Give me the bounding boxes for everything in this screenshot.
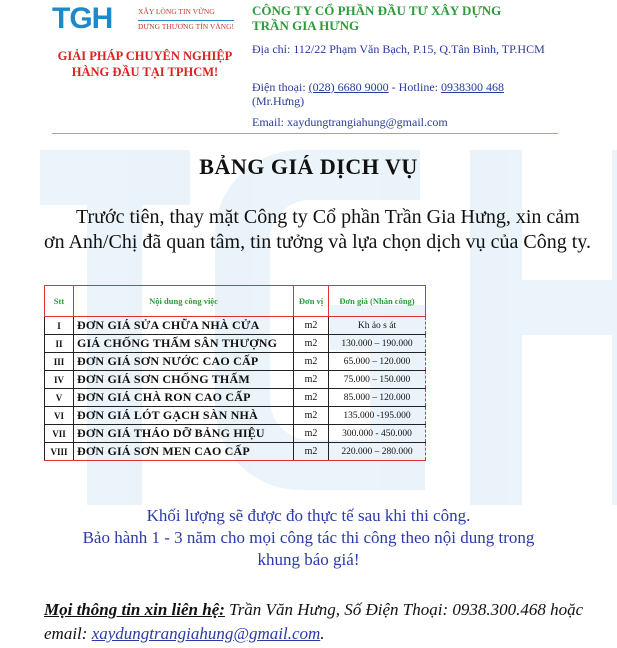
logo-letters: TGH — [52, 2, 113, 35]
table-row — [45, 425, 426, 443]
company-line-2: TRẦN GIA HƯNG — [252, 18, 360, 33]
slogan-line-1: GIẢI PHÁP CHUYÊN NGHIỆP — [57, 49, 233, 63]
hotline-link[interactable]: 0938300 468 — [440, 80, 504, 94]
table-row — [45, 353, 426, 371]
row-price: 300.000 - 450.000 — [329, 425, 426, 443]
contact-text: Trần Văn Hưng, Số Điện Thoại: 0938.300.468 hoặc email: — [44, 600, 584, 643]
company-logo — [52, 4, 252, 38]
intro-text: Trước tiên, thay mặt Công ty Cổ phần Trần Gia Hưng, xin cảm ơn Anh/Chị đã quan tâm, tin tưởng và lựa chọn dịch vụ của Công ty. — [44, 206, 592, 253]
row-name: ĐƠN GIÁ LÓT GẠCH SÀN NHÀ — [74, 407, 294, 425]
table-row — [45, 407, 426, 425]
page-title: BẢNG GIÁ DỊCH VỤ — [199, 154, 418, 179]
company-line-1: CÔNG TY CỔ PHẦN ĐẦU TƯ XÂY DỰNG — [252, 3, 502, 18]
row-name: ĐƠN GIÁ THÁO DỠ BẢNG HIỆU — [74, 425, 294, 443]
header-unit: Đơn vị — [294, 286, 329, 317]
row-price: 65.000 – 120.000 — [329, 353, 426, 371]
row-name: ĐƠN GIÁ SƠN CHỐNG THẤM — [74, 371, 294, 389]
header-content: Nội dung công việc — [74, 286, 294, 317]
table-header-row — [45, 286, 426, 317]
note-line-3: khung báo giá! — [257, 550, 360, 569]
row-price: 75.000 – 150.000 — [329, 371, 426, 389]
row-stt: IV — [45, 371, 74, 389]
row-unit: m2 — [294, 353, 329, 371]
table-row — [45, 317, 426, 335]
note-line-2: Bảo hành 1 - 3 năm cho mọi công tác thi công theo nội dung trong — [82, 528, 535, 547]
header-stt: Stt — [45, 286, 74, 317]
row-name: ĐƠN GIÁ SỬA CHỮA NHÀ CỬA — [74, 317, 294, 335]
logo-tagline-2: DỰNG THƯƠNG TÍN VÀNG! — [138, 22, 235, 31]
phone-link[interactable]: (028) 6680 9000 — [308, 80, 389, 94]
row-unit: m2 — [294, 335, 329, 353]
row-name: GIÁ CHỐNG THẤM SÂN THƯỢNG — [74, 335, 294, 353]
contact-info — [44, 598, 604, 646]
row-unit: m2 — [294, 317, 329, 335]
company-phone — [252, 80, 542, 108]
hotline-prefix: - Hotline: — [388, 80, 441, 94]
table-row — [45, 443, 426, 461]
row-stt: V — [45, 389, 74, 407]
header-divider — [52, 133, 558, 134]
note-line-1: Khối lượng sẽ được đo thực tế sau khi thi công. — [146, 506, 471, 525]
row-stt: VI — [45, 407, 74, 425]
row-price: 220.000 – 280.000 — [329, 443, 426, 461]
row-price: 130.000 – 190.000 — [329, 335, 426, 353]
row-price: Kh ảo s át — [329, 317, 426, 335]
contact-end: . — [320, 624, 325, 643]
contact-email-link[interactable]: xaydungtrangiahung@gmail.com — [91, 624, 321, 643]
slogan-line-2: HÀNG ĐẦU TẠI TPHCM! — [71, 65, 219, 79]
row-unit: m2 — [294, 443, 329, 461]
row-stt: I — [45, 317, 74, 335]
row-price: 85.000 – 120.000 — [329, 389, 426, 407]
price-table — [44, 285, 426, 461]
phone-prefix: Điện thoại: — [252, 80, 309, 94]
row-name: ĐƠN GIÁ CHÀ RON CAO CẤP — [74, 389, 294, 407]
row-stt: VII — [45, 425, 74, 443]
row-unit: m2 — [294, 371, 329, 389]
row-unit: m2 — [294, 425, 329, 443]
company-name — [252, 3, 592, 33]
table-row — [45, 389, 426, 407]
intro-paragraph — [44, 205, 604, 255]
company-address: Địa chỉ: 112/22 Phạm Văn Bạch, P.15, Q.Tân Bình, TP.HCM — [252, 42, 545, 56]
slogan — [52, 48, 238, 80]
row-stt: III — [45, 353, 74, 371]
row-unit: m2 — [294, 389, 329, 407]
logo-tagline-1: XÂY LÒNG TIN VỮNG — [138, 7, 215, 16]
row-name: ĐƠN GIÁ SƠN NƯỚC CAO CẤP — [74, 353, 294, 371]
row-stt: II — [45, 335, 74, 353]
row-stt: VIII — [45, 443, 74, 461]
measurement-note — [0, 505, 617, 571]
row-price: 135.000 -195.000 — [329, 407, 426, 425]
contact-lead: Mọi thông tin xin liên hệ: — [44, 600, 225, 619]
hotline-suffix: (Mr.Hưng) — [252, 94, 305, 108]
header-price: Đơn giá (Nhân công) — [329, 286, 426, 317]
company-email: Email: xaydungtrangiahung@gmail.com — [252, 115, 448, 129]
row-name: ĐƠN GIÁ SƠN MEN CAO CẤP — [74, 443, 294, 461]
table-row — [45, 335, 426, 353]
row-unit: m2 — [294, 407, 329, 425]
table-row — [45, 371, 426, 389]
